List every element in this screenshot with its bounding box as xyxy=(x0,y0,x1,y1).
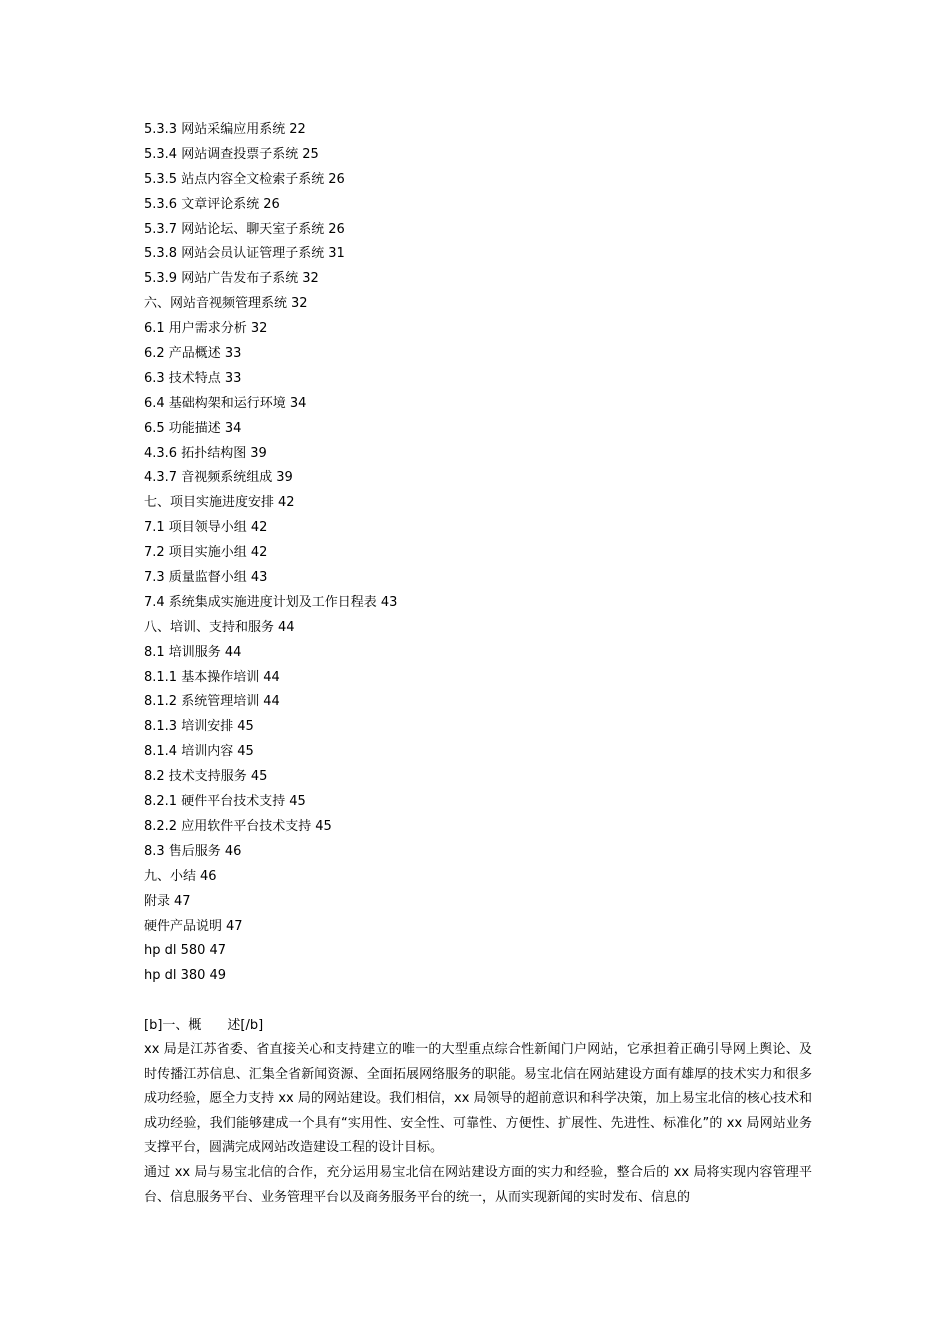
toc-entry-page: 45 xyxy=(237,719,254,735)
toc-entry-label: 5.3.6 文章评论系统 xyxy=(144,196,260,212)
toc-entry xyxy=(144,840,824,865)
toc-entry-label: 8.1.1 基本操作培训 xyxy=(144,669,260,685)
toc-entry-label: 九、小结 xyxy=(144,868,197,884)
toc-entry-page: 44 xyxy=(263,694,280,710)
toc-entry-label: 4.3.7 音视频系统组成 xyxy=(144,470,273,486)
toc-entry-page: 33 xyxy=(224,370,242,386)
toc-entry xyxy=(144,392,824,417)
toc-entry xyxy=(144,566,824,591)
toc-entry xyxy=(144,765,824,790)
toc-entry xyxy=(144,666,824,691)
toc-entry xyxy=(144,865,824,890)
toc-entry-page: 39 xyxy=(276,470,293,486)
toc-entry-page: 49 xyxy=(209,968,226,984)
toc-entry xyxy=(144,740,824,765)
toc-entry-label: 8.1.4 培训内容 xyxy=(144,744,234,760)
toc-entry-label: 8.1 培训服务 xyxy=(144,644,221,660)
toc-entry-label: 8.2.2 应用软件平台技术支持 xyxy=(144,818,312,834)
toc-entry-label: 6.3 技术特点 xyxy=(144,370,221,386)
toc-entry xyxy=(144,218,824,243)
toc-entry xyxy=(144,516,824,541)
toc-entry xyxy=(144,964,824,989)
toc-entry-page: 34 xyxy=(289,395,307,411)
toc-entry xyxy=(144,417,824,442)
toc-entry xyxy=(144,939,824,964)
toc-entry-page: 26 xyxy=(328,171,345,187)
toc-entry-page: 32 xyxy=(302,271,319,287)
toc-entry-label: 5.3.4 网站调查投票子系统 xyxy=(144,146,299,162)
toc-entry-label: 八、培训、支持和服务 xyxy=(144,619,275,635)
toc-entry-label: 六、网站音视频管理系统 xyxy=(144,296,288,312)
toc-entry-page: 44 xyxy=(263,669,280,685)
toc-entry xyxy=(144,541,824,566)
toc-entry-page: 33 xyxy=(224,346,242,362)
toc-entry-label: 8.2.1 硬件平台技术支持 xyxy=(144,794,286,810)
toc-entry-label: 5.3.5 站点内容全文检索子系统 xyxy=(144,171,325,187)
toc-entry-label: 硬件产品说明 xyxy=(144,918,223,934)
toc-entry xyxy=(144,367,824,392)
toc-entry xyxy=(144,591,824,616)
toc-entry xyxy=(144,491,824,516)
toc-entry-label: 8.3 售后服务 xyxy=(144,843,221,859)
section-heading: [b]一、概 述[/b] xyxy=(144,1018,264,1033)
toc-entry-label: 8.2 技术支持服务 xyxy=(144,769,247,785)
toc-entry-label: 7.1 项目领导小组 xyxy=(144,520,247,536)
toc-entry xyxy=(144,641,824,666)
toc-entry-page: 47 xyxy=(226,918,243,934)
toc-entry-page: 26 xyxy=(328,221,345,237)
toc-entry xyxy=(144,242,824,267)
toc-entry xyxy=(144,690,824,715)
toc-entry-label: hp dl 380 xyxy=(144,968,206,984)
toc-entry-label: 6.4 基础构架和运行环境 xyxy=(144,395,286,411)
toc-entry-label: 7.4 系统集成实施进度计划及工作日程表 xyxy=(144,594,377,610)
toc-entry-page: 43 xyxy=(380,594,398,610)
paragraph: xx 局是江苏省委、省直接关心和支持建立的唯一的大型重点综合性新闻门户网站，它承担着正确引导网上舆论、及时传播江苏信息、汇集全省新闻资源、全面拓展网络服务的职能。易宝北信在网站建设方面有雄厚的技术实力和很多成功经验，愿全力支持 xx 局的网站建设。我们相信，xx 局领导的超前意识和科学决策，加上易宝北信的核心技术和成功经验，我们能够建成一个具有“实用性、安全性、可靠性、方便性、扩展性、先进性、标准化”的 xx 局网站业务支撑平台，圆满完成网站改造建设工程的设计目标。 xyxy=(144,1042,812,1156)
toc-entry-page: 45 xyxy=(237,744,254,760)
toc-entry-page: 47 xyxy=(209,943,226,959)
toc-entry xyxy=(144,317,824,342)
toc-entry-page: 22 xyxy=(289,122,306,137)
toc-entry xyxy=(144,442,824,467)
toc-entry xyxy=(144,267,824,292)
toc-entry xyxy=(144,168,824,193)
toc-entry-page: 43 xyxy=(250,570,268,586)
table-of-contents xyxy=(144,118,824,989)
toc-entry-page: 26 xyxy=(263,196,280,212)
toc-entry xyxy=(144,616,824,641)
toc-entry-page: 31 xyxy=(328,246,345,262)
toc-entry-label: 8.1.3 培训安排 xyxy=(144,719,234,735)
toc-entry-page: 46 xyxy=(224,843,242,859)
toc-entry xyxy=(144,466,824,491)
toc-entry-label: 6.1 用户需求分析 xyxy=(144,321,247,337)
toc-entry xyxy=(144,790,824,815)
toc-entry-page: 34 xyxy=(224,420,242,436)
toc-entry xyxy=(144,342,824,367)
toc-entry-page: 47 xyxy=(174,893,191,909)
toc-entry xyxy=(144,118,824,143)
toc-entry-label: 7.2 项目实施小组 xyxy=(144,545,247,561)
toc-entry xyxy=(144,292,824,317)
toc-entry-page: 45 xyxy=(315,818,332,834)
toc-entry xyxy=(144,715,824,740)
toc-entry-label: 6.5 功能描述 xyxy=(144,420,221,436)
toc-entry-page: 39 xyxy=(250,445,267,461)
overview-section xyxy=(144,1014,812,1210)
toc-entry-label: 4.3.6 拓扑结构图 xyxy=(144,445,247,461)
toc-entry xyxy=(144,890,824,915)
toc-entry xyxy=(144,815,824,840)
toc-entry-page: 32 xyxy=(250,321,268,337)
paragraph: 通过 xx 局与易宝北信的合作，充分运用易宝北信在网站建设方面的实力和经验，整合后的 xx 局将实现内容管理平台、信息服务平台、业务管理平台以及商务服务平台的统一，从而实现新闻的实时发布、信息的 xyxy=(144,1164,812,1205)
toc-entry-label: 5.3.3 网站采编应用系统 xyxy=(144,122,286,137)
toc-entry-page: 45 xyxy=(250,769,268,785)
toc-entry-label: hp dl 580 xyxy=(144,943,206,959)
toc-entry xyxy=(144,193,824,218)
toc-entry-page: 42 xyxy=(250,545,268,561)
toc-entry-label: 七、项目实施进度安排 xyxy=(144,495,275,511)
toc-entry-page: 44 xyxy=(278,619,295,635)
toc-entry-label: 7.3 质量监督小组 xyxy=(144,570,247,586)
toc-entry xyxy=(144,143,824,168)
toc-entry-label: 8.1.2 系统管理培训 xyxy=(144,694,260,710)
toc-entry-page: 42 xyxy=(278,495,295,511)
toc-entry-page: 46 xyxy=(200,868,217,884)
toc-entry-page: 42 xyxy=(250,520,268,536)
toc-entry-page: 45 xyxy=(289,794,306,810)
toc-entry-label: 5.3.9 网站广告发布子系统 xyxy=(144,271,299,287)
toc-entry-page: 25 xyxy=(302,146,319,162)
toc-entry-label: 5.3.7 网站论坛、聊天室子系统 xyxy=(144,221,325,237)
toc-entry-label: 5.3.8 网站会员认证管理子系统 xyxy=(144,246,325,262)
toc-entry-page: 44 xyxy=(224,644,242,660)
toc-entry-label: 6.2 产品概述 xyxy=(144,346,221,362)
toc-entry-page: 32 xyxy=(291,296,308,312)
toc-entry-label: 附录 xyxy=(144,893,171,909)
toc-entry xyxy=(144,915,824,940)
